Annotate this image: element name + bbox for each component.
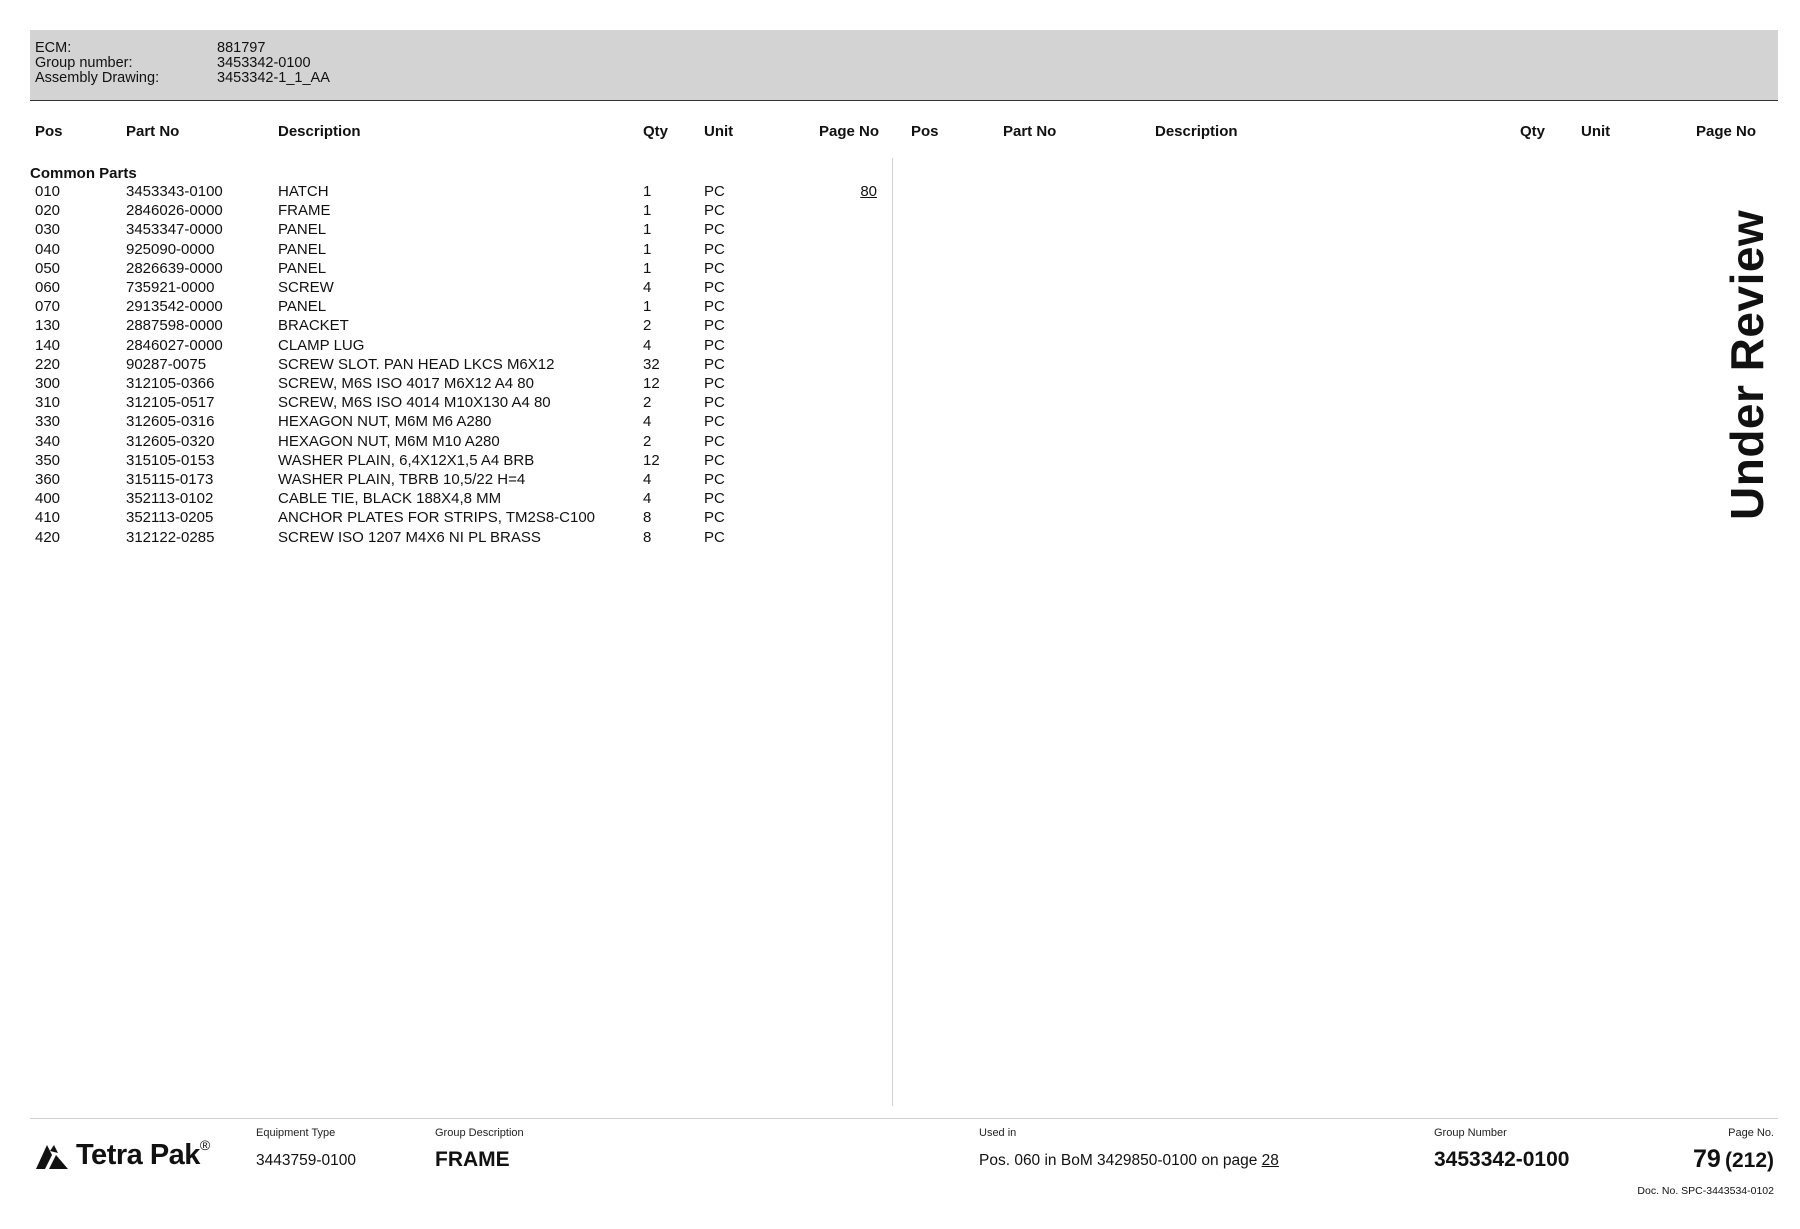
cell-unit: PC (704, 221, 725, 239)
cell-qty: 2 (643, 432, 652, 450)
cell-unit: PC (704, 336, 725, 354)
col-header-part-no: Part No (126, 123, 180, 140)
cell-part-no: 2826639-0000 (126, 259, 223, 277)
assembly-drawing-label: Assembly Drawing: (35, 70, 160, 86)
cell-description: HEXAGON NUT, M6M M6 A280 (278, 413, 492, 431)
cell-unit: PC (704, 375, 725, 392)
cell-part-no: 90287-0075 (126, 355, 207, 373)
cell-unit: PC (704, 509, 725, 527)
brand-text: Tetra Pak (76, 1139, 200, 1171)
cell-unit: PC (704, 183, 725, 200)
group-number-label: Group number: (35, 55, 133, 71)
cell-pos: 130 (35, 317, 61, 335)
doc-number: Doc. No. SPC-3443534-0102 (1637, 1185, 1774, 1197)
col-header-unit-right: Unit (1581, 123, 1611, 140)
cell-description: SCREW, M6S ISO 4014 M10X130 A4 80 (278, 394, 551, 412)
cell-part-no: 312105-0366 (126, 375, 215, 392)
cell-part-no: 2887598-0000 (126, 317, 223, 335)
table-row (0, 452, 892, 471)
cell-pos: 220 (35, 355, 61, 373)
col-header-description: Description (278, 123, 361, 140)
cell-part-no: 352113-0102 (126, 490, 214, 508)
cell-unit: PC (704, 279, 725, 296)
table-row (0, 529, 892, 548)
cell-qty: 1 (643, 259, 652, 277)
brand-name (76, 1139, 210, 1172)
section-title: Common Parts (30, 165, 137, 182)
group-description-label: Group Description (435, 1127, 524, 1139)
table-row (0, 317, 892, 336)
cell-qty: 1 (643, 298, 652, 316)
group-number-value: 3453342-0100 (217, 55, 311, 71)
column-divider (892, 158, 893, 1106)
cell-pos: 340 (35, 432, 61, 450)
cell-qty: 12 (643, 375, 660, 392)
col-header-unit: Unit (704, 123, 734, 140)
used-in-page-link[interactable]: 28 (1261, 1152, 1279, 1169)
cell-pos: 410 (35, 509, 61, 527)
cell-qty: 4 (643, 279, 652, 296)
used-in-label: Used in (979, 1127, 1017, 1139)
footer-divider (30, 1118, 1778, 1119)
cell-part-no: 3453343-0100 (126, 183, 223, 200)
page-total: (212) (1724, 1149, 1774, 1172)
cell-pos: 330 (35, 413, 61, 431)
ecm-label: ECM: (35, 40, 72, 56)
cell-page-link[interactable]: 80 (860, 183, 877, 200)
table-row (0, 471, 892, 490)
col-header-qty: Qty (643, 123, 669, 140)
cell-qty: 32 (643, 355, 660, 373)
equipment-type-label: Equipment Type (256, 1127, 336, 1139)
cell-part-no: 315105-0153 (126, 451, 215, 469)
cell-part-no: 2846027-0000 (126, 336, 223, 354)
cell-unit: PC (704, 451, 725, 469)
brand-registered: ® (199, 1137, 210, 1153)
cell-qty: 8 (643, 509, 652, 527)
table-row (0, 221, 892, 240)
cell-unit: PC (704, 259, 725, 277)
cell-description: ANCHOR PLATES FOR STRIPS, TM2S8-C100 (278, 509, 596, 527)
cell-description: WASHER PLAIN, 6,4X12X1,5 A4 BRB (278, 451, 535, 469)
cell-description: FRAME (278, 202, 331, 220)
cell-qty: 2 (643, 394, 652, 412)
table-row (0, 260, 892, 279)
cell-pos: 360 (35, 471, 61, 488)
cell-part-no: 735921-0000 (126, 279, 215, 296)
cell-part-no: 2913542-0000 (126, 298, 223, 316)
col-header-part-no-right: Part No (1003, 123, 1057, 140)
cell-qty: 4 (643, 490, 652, 508)
review-stamp-text: Under Review (1721, 209, 1773, 520)
table-row (0, 356, 892, 375)
cell-pos: 350 (35, 451, 61, 469)
cell-qty: 1 (643, 240, 652, 258)
cell-part-no: 312605-0316 (126, 413, 215, 431)
table-row (0, 375, 892, 394)
cell-part-no: 312605-0320 (126, 432, 215, 450)
cell-description: HEXAGON NUT, M6M M10 A280 (278, 432, 500, 450)
cell-unit: PC (704, 240, 725, 258)
cell-pos: 050 (35, 259, 61, 277)
table-row (0, 241, 892, 260)
cell-unit: PC (704, 298, 725, 316)
cell-pos: 040 (35, 240, 61, 258)
cell-description: HATCH (278, 183, 329, 200)
col-header-page-no: Page No (819, 123, 880, 140)
group-number-footer-value: 3453342-0100 (1434, 1148, 1570, 1171)
table-row (0, 202, 892, 221)
cell-pos: 070 (35, 298, 61, 316)
cell-unit: PC (704, 490, 725, 508)
cell-pos: 030 (35, 221, 61, 239)
cell-description: SCREW SLOT. PAN HEAD LKCS M6X12 (278, 355, 555, 373)
cell-qty: 1 (643, 221, 652, 239)
cell-description: PANEL (278, 221, 327, 239)
table-row (0, 413, 892, 432)
cell-description: CABLE TIE, BLACK 188X4,8 MM (278, 490, 502, 508)
cell-description: SCREW ISO 1207 M4X6 NI PL BRASS (278, 528, 541, 546)
cell-description: BRACKET (278, 317, 349, 335)
equipment-type-value: 3443759-0100 (256, 1152, 356, 1169)
assembly-drawing-value: 3453342-1_1_AA (217, 70, 330, 86)
tetra-pak-logo-icon (34, 1141, 70, 1171)
cell-pos: 420 (35, 528, 61, 546)
cell-part-no: 312105-0517 (126, 394, 215, 412)
group-number-footer-label: Group Number (1434, 1127, 1507, 1139)
header-band (30, 30, 1778, 101)
cell-qty: 1 (643, 202, 652, 220)
tetra-pak-logo (34, 1139, 224, 1175)
table-row (0, 298, 892, 317)
table-row (0, 183, 892, 202)
used-in-value (979, 1152, 1279, 1170)
cell-part-no: 352113-0205 (126, 509, 214, 527)
col-header-qty-right: Qty (1520, 123, 1546, 140)
table-row (0, 337, 892, 356)
col-header-pos: Pos (35, 123, 63, 140)
page-no-label: Page No. (1728, 1127, 1774, 1139)
cell-pos: 300 (35, 375, 61, 392)
cell-pos: 310 (35, 394, 61, 412)
cell-description: WASHER PLAIN, TBRB 10,5/22 H=4 (278, 471, 526, 488)
cell-unit: PC (704, 317, 725, 335)
cell-pos: 020 (35, 202, 61, 220)
cell-qty: 4 (643, 336, 652, 354)
table-row (0, 394, 892, 413)
cell-qty: 1 (643, 183, 652, 200)
cell-unit: PC (704, 355, 725, 373)
page-current: 79 (1692, 1145, 1721, 1173)
cell-description: CLAMP LUG (278, 336, 365, 354)
table-row (0, 509, 892, 528)
cell-description: SCREW (278, 279, 334, 296)
cell-unit: PC (704, 528, 725, 546)
cell-description: PANEL (278, 298, 327, 316)
cell-description: SCREW, M6S ISO 4017 M6X12 A4 80 (278, 375, 534, 392)
cell-qty: 4 (643, 413, 652, 431)
cell-description: PANEL (278, 240, 327, 258)
cell-pos: 400 (35, 490, 61, 508)
cell-pos: 140 (35, 336, 61, 354)
used-in-text: Pos. 060 in BoM 3429850-0100 on page (979, 1152, 1262, 1169)
cell-pos: 010 (35, 183, 61, 200)
table-row (0, 490, 892, 509)
cell-unit: PC (704, 471, 725, 488)
cell-unit: PC (704, 413, 725, 431)
cell-part-no: 2846026-0000 (126, 202, 223, 220)
cell-part-no: 315115-0173 (126, 471, 214, 488)
cell-qty: 4 (643, 471, 652, 488)
cell-part-no: 925090-0000 (126, 240, 215, 258)
cell-unit: PC (704, 432, 725, 450)
col-header-page-no-right: Page No (1696, 123, 1757, 140)
cell-pos: 060 (35, 279, 61, 296)
cell-part-no: 3453347-0000 (126, 221, 223, 239)
page-number (1693, 1145, 1774, 1174)
cell-unit: PC (704, 202, 725, 220)
col-header-description-right: Description (1155, 123, 1238, 140)
cell-qty: 12 (643, 451, 660, 469)
col-header-pos-right: Pos (911, 123, 939, 140)
ecm-value: 881797 (217, 40, 266, 56)
cell-qty: 8 (643, 528, 652, 546)
table-row (0, 433, 892, 452)
cell-description: PANEL (278, 259, 327, 277)
table-row (0, 279, 892, 298)
cell-unit: PC (704, 394, 725, 412)
cell-part-no: 312122-0285 (126, 528, 215, 546)
group-description-value: FRAME (435, 1148, 510, 1171)
cell-qty: 2 (643, 317, 652, 335)
